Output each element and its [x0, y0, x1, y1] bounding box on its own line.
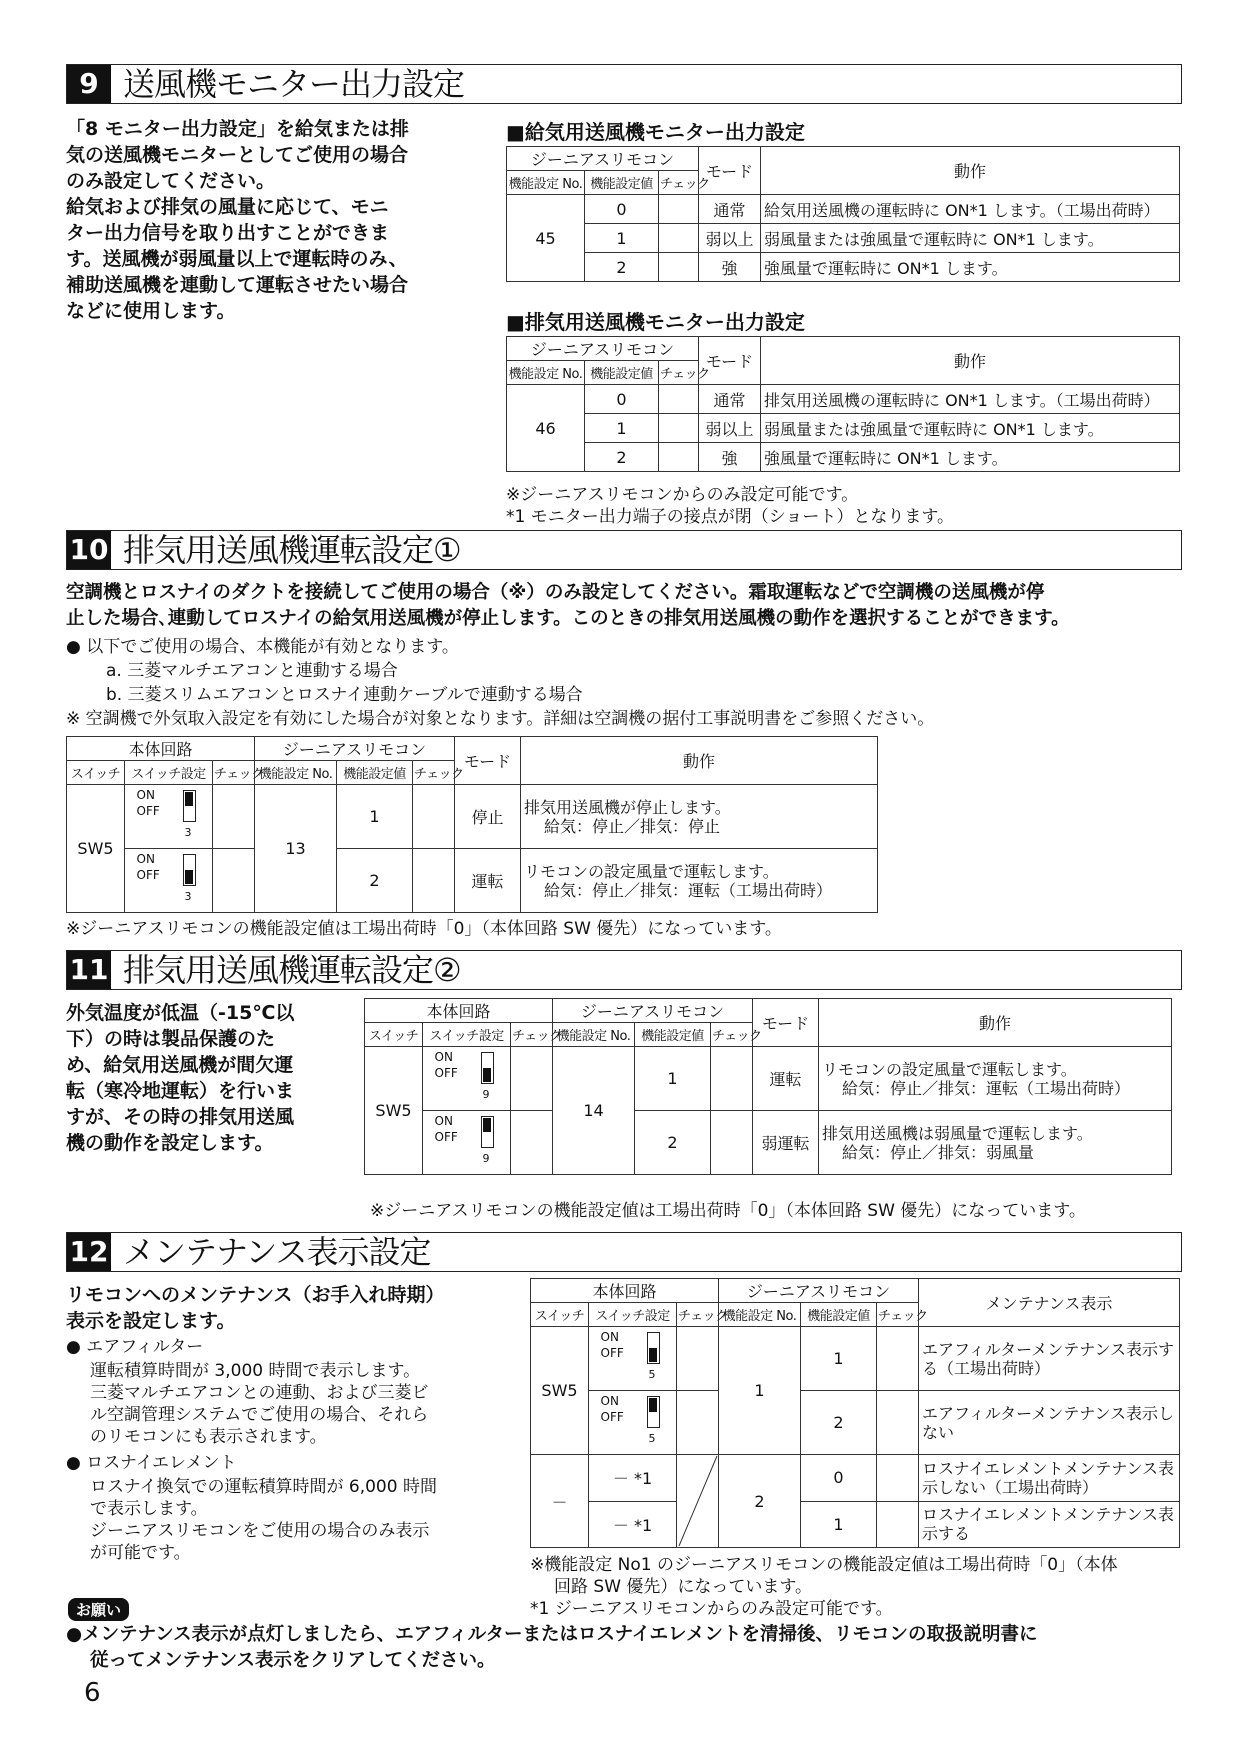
s12-bullet-filter: ● エアフィルター [66, 1337, 204, 1357]
request-label: お願い [68, 1598, 129, 1621]
s10-a: a. 三菱マルチエアコンと連動する場合 [106, 661, 398, 681]
s10-table: 本体回路 ジーニアスリモコン モード 動作 スイッチ スイッチ設定 チェック 機能設定 No. 機能設定値 チェック SW5 ON OFF 3 13 1 停止 排気用送風機が停止します。 給気：停止／排気：停止 ON OFF 3 2 運転 リモコンの設定風量で運転します。 給気：停止／排気：運転（工場出荷時） [66, 736, 878, 913]
check-cell[interactable] [659, 224, 699, 253]
s9-note1: ※ジーニアスリモコンからのみ設定可能です。 [506, 485, 859, 505]
check-cell[interactable] [711, 1111, 753, 1175]
s12-filter-desc: 運転積算時間が 3,000 時間で表示します。 三菱マルチエアコンとの連動、および三菱ビ ル空調管理システムでご使用の場合、それら のリモコンにも表示されます。 [90, 1361, 429, 1447]
check-cell[interactable] [677, 1327, 719, 1391]
check-cell[interactable] [877, 1327, 919, 1391]
section-10-header [66, 530, 1182, 570]
check-cell[interactable] [659, 414, 699, 443]
check-cell[interactable] [659, 195, 699, 224]
s12-table: 本体回路 ジーニアスリモコン メンテナンス表示 スイッチ スイッチ設定 チェック 機能設定 No. 機能設定値 チェック SW5 ON OFF 5 1 1 エアフィルターメンテナンス表示する（工場出荷時） ON OFF 5 2 エアフィルターメンテナンス表示しない － － *1 2 0 ロスナイエレメントメンテナンス表示しない（工場出荷時） － *1 1 ロスナイエレメントメンテナンス表示する [530, 1278, 1180, 1548]
s12-bullet-element: ● ロスナイエレメント [66, 1453, 237, 1473]
s11-foot: ※ジーニアスリモコンの機能設定値は工場出荷時「0」（本体回路 SW 優先）になっています。 [370, 1201, 1086, 1221]
dip-switch-on: ON OFF 3 [125, 849, 213, 913]
check-cell[interactable] [711, 1047, 753, 1111]
check-cell[interactable] [877, 1391, 919, 1455]
check-cell[interactable] [413, 849, 455, 913]
check-cell[interactable] [659, 385, 699, 414]
section-title: メンテナンス表示設定 [123, 1233, 431, 1271]
section-number: 11 [67, 951, 111, 989]
section-9-header [66, 64, 1182, 104]
check-cell[interactable] [511, 1111, 553, 1175]
diagonal-cell [677, 1455, 719, 1548]
s10-foot: ※ジーニアスリモコンの機能設定値は工場出荷時「0」（本体回路 SW 優先）になっています。 [66, 919, 782, 939]
s12-element-desc: ロスナイ換気での運転積算時間が 6,000 時間 で表示します。 ジーニアスリモコンをご使用の場合のみ表示 が可能です。 [90, 1477, 437, 1563]
s10-bullet: ● 以下でご使用の場合、本機能が有効となります。 [66, 637, 459, 657]
check-cell[interactable] [659, 443, 699, 472]
check-cell[interactable] [413, 785, 455, 849]
s11-intro: 外気温度が低温（-15℃以 下）の時は製品保護のた め、給気用送風機が間欠運 転（寒冷地運転）を行いま すが、その時の排気用送風 機の動作を設定します。 [66, 1002, 295, 1154]
check-cell[interactable] [511, 1047, 553, 1111]
supply-monitor-table: ジーニアスリモコン モード 動作 機能設定 No. 機能設定値 チェック 45 0 通常 給気用送風機の運転時に ON*1 します。（工場出荷時） 1 弱以上 弱風量または強風量で運転時に ON*1 します。 2 強 強風量で運転時に ON*1 します。 [506, 146, 1180, 282]
section-number: 9 [67, 65, 111, 103]
check-cell[interactable] [877, 1501, 919, 1548]
section-title: 送風機モニター出力設定 [123, 65, 465, 103]
s12-foot1: ※機能設定 No1 のジーニアスリモコンの機能設定値は工場出荷時「0」（本体 [530, 1555, 1118, 1575]
dip-switch-off: ON OFF 3 [125, 785, 213, 849]
dip-switch-on: ON OFF 5 [589, 1327, 677, 1391]
page-number: 6 [84, 1678, 101, 1708]
dip-switch-off: ON OFF 9 [423, 1111, 511, 1175]
exhaust-table-title: ■排気用送風機モニター出力設定 [506, 310, 805, 334]
check-cell[interactable] [213, 849, 255, 913]
section-11-header [66, 950, 1182, 990]
section-title: 排気用送風機運転設定② [123, 951, 461, 989]
request-line2: 従ってメンテナンス表示をクリアしてください。 [90, 1650, 496, 1671]
s10-note: ※ 空調機で外気取入設定を有効にした場合が対象となります。詳細は空調機の据付工事説明書をご参照ください。 [66, 709, 935, 729]
s9-note2: *1 モニター出力端子の接点が閉（ショート）となります。 [506, 507, 955, 527]
s12-intro1: リモコンへのメンテナンス（お手入れ時期） [66, 1284, 445, 1306]
check-cell[interactable] [677, 1391, 719, 1455]
supply-table-title: ■給気用送風機モニター出力設定 [506, 120, 805, 144]
s10-b: b. 三菱スリムエアコンとロスナイ連動ケーブルで連動する場合 [106, 685, 583, 705]
check-cell[interactable] [877, 1455, 919, 1502]
s12-foot3: *1 ジーニアスリモコンからのみ設定可能です。 [530, 1599, 893, 1619]
request-line1: ●メンテナンス表示が点灯しましたら、エアフィルターまたはロスナイエレメントを清掃後、リモコンの取扱説明書に [66, 1624, 1038, 1645]
s10-para2: 止した場合､連動してロスナイの給気用送風機が停止します。このときの排気用送風機の動作を選択することができます。 [66, 608, 1070, 629]
section-number: 10 [67, 531, 111, 569]
s12-foot2: 回路 SW 優先）になっています。 [554, 1577, 813, 1597]
exhaust-monitor-table: ジーニアスリモコン モード 動作 機能設定 No. 機能設定値 チェック 46 0 通常 排気用送風機の運転時に ON*1 します。（工場出荷時） 1 弱以上 弱風量または強風量で運転時に ON*1 します。 2 強 強風量で運転時に ON*1 します。 [506, 336, 1180, 472]
section-number: 12 [67, 1233, 111, 1271]
section-title: 排気用送風機運転設定① [123, 531, 461, 569]
check-cell[interactable] [659, 253, 699, 282]
s11-table: 本体回路 ジーニアスリモコン モード 動作 スイッチ スイッチ設定 チェック 機能設定 No. 機能設定値 チェック SW5 ON OFF 9 14 1 運転 リモコンの設定風量で運転します。 給気：停止／排気：運転（工場出荷時） ON OFF 9 2 弱運転 排気用送風機は弱風量で運転します。 給気：停止／排気：弱風量 [364, 998, 1172, 1175]
check-cell[interactable] [213, 785, 255, 849]
s12-intro2: 表示を設定します。 [66, 1310, 236, 1332]
dip-switch-off: ON OFF 5 [589, 1391, 677, 1455]
s9-intro: 「8 モニター出力設定」を給気または排 気の送風機モニターとしてご使用の場合 のみ設定してください。 給気および排気の風量に応じて、モニ ター出力信号を取り出すことができま す。送風機が弱風量以上で運転時のみ、 補助送風機を連動して運転させたい場合 などに使用します。 [66, 118, 409, 322]
section-12-header [66, 1232, 1182, 1272]
s10-para1: 空調機とロスナイのダクトを接続してご使用の場合（※）のみ設定してください。霜取運転などで空調機の送風機が停 [66, 582, 1045, 603]
dip-switch-on: ON OFF 9 [423, 1047, 511, 1111]
